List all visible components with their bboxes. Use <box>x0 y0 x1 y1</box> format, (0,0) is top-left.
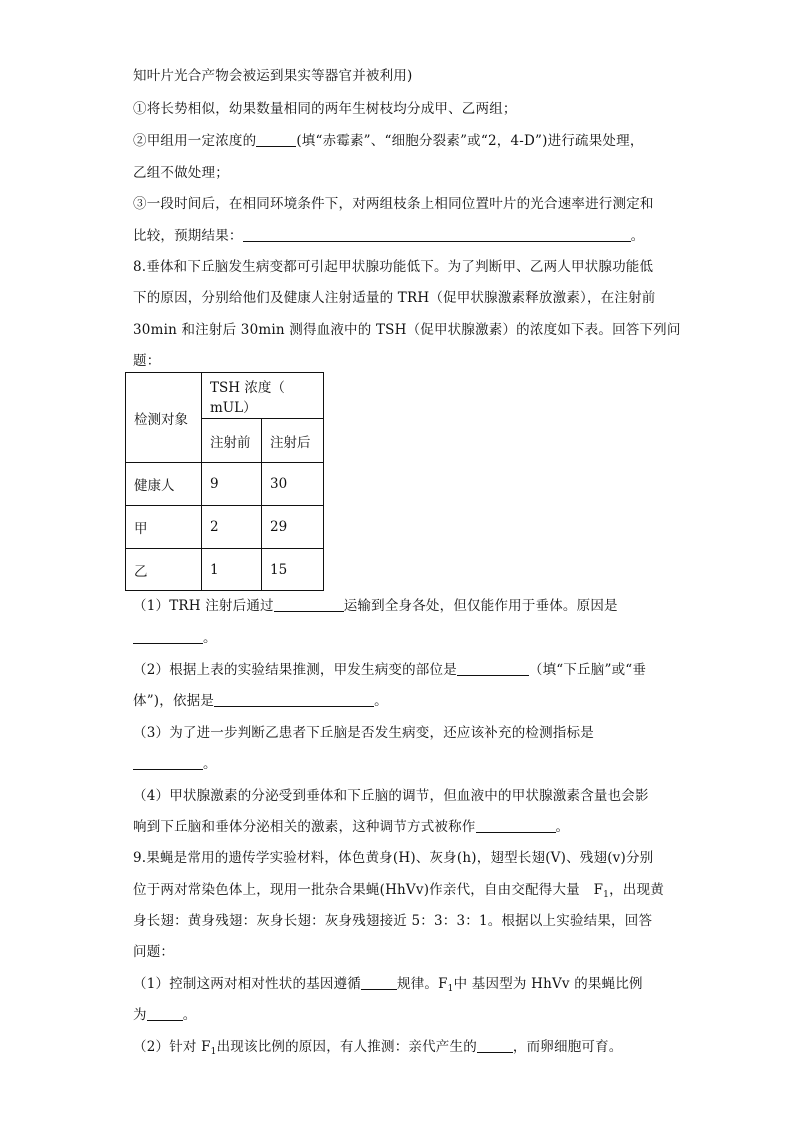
text-line <box>133 818 569 836</box>
row-subject: 甲 <box>126 506 202 549</box>
subscript: 1 <box>603 890 610 900</box>
text-fragment: （2）针对 F <box>133 1039 211 1055</box>
table-header-subject: 检测对象 <box>126 373 202 463</box>
text-line: ③一段时间后，在相同环境条件下，对两组枝条上相同位置叶片的光合速率进行测定和 <box>133 196 654 212</box>
table-header-before: 注射前 <box>202 419 262 463</box>
answer-blank[interactable] <box>214 692 374 707</box>
text-fragment: （1）控制这两对相对性状的基因遵循 <box>133 976 361 992</box>
text-line: ①将长势相似，幼果数量相同的两年生树枝均分成甲、乙两组； <box>133 101 517 117</box>
text-line <box>133 755 217 773</box>
text-fragment: 响到下丘脑和垂体分泌相关的激素，这种调节方式被称作 <box>133 819 476 835</box>
row-before: 9 <box>202 463 262 506</box>
text-fragment: 。 <box>203 756 217 772</box>
text-line: （4）甲状腺激素的分泌受到垂体和下丘脑的调节，但血液中的甲状腺激素含量也会影 <box>133 788 649 804</box>
row-after: 15 <box>262 549 324 591</box>
answer-blank[interactable] <box>133 629 203 644</box>
text-fragment: ，而卵细胞可育。 <box>512 1039 623 1055</box>
text-fragment: 位于两对常染色体上，现用一批杂合果蝇(HhVv)作亲代，自由交配得大量 F <box>133 882 604 898</box>
table-header-after: 注射后 <box>262 419 324 463</box>
row-subject: 乙 <box>126 549 202 591</box>
table-row <box>126 506 324 549</box>
text-fragment: （填“下丘脑”或“垂 <box>528 662 647 678</box>
text-line <box>133 661 646 679</box>
question-9-line: 9.果蝇是常用的遗传学实验材料，体色黄身(H)、灰身(h)，翅型长翅(V)、残翅(v)分别 <box>133 850 654 866</box>
text-fragment: ②甲组用一定浓度的 <box>133 133 257 149</box>
text-fragment: (填“赤霉素”、“细胞分裂素”或“2，4-D”)进行疏果处理， <box>296 133 644 149</box>
text-fragment: 。 <box>374 693 388 709</box>
text-line <box>133 1038 623 1061</box>
text-line <box>133 692 388 710</box>
text-fragment: ，出现黄 <box>609 882 664 898</box>
row-after: 30 <box>262 463 324 506</box>
answer-blank[interactable] <box>457 661 529 676</box>
text-fragment: 体”)，依据是 <box>133 693 215 709</box>
text-fragment: 为 <box>133 1007 147 1023</box>
row-before: 1 <box>202 549 262 591</box>
text-fragment: （2）根据上表的实验结果推测，甲发生病变的部位是 <box>133 662 457 678</box>
text-line: 乙组不做处理； <box>133 165 229 181</box>
text-fragment: 。 <box>555 819 570 835</box>
tsh-table <box>125 372 324 591</box>
text-line <box>133 881 664 904</box>
text-fragment: 规律。F <box>397 976 448 992</box>
answer-blank[interactable] <box>133 755 203 770</box>
answer-blank[interactable] <box>476 818 556 833</box>
table-row <box>126 549 324 591</box>
row-before: 2 <box>202 506 262 549</box>
subscript: 1 <box>447 984 454 994</box>
text-line: 知叶片光合产物会被运到果实等器官并被利用) <box>133 68 413 84</box>
answer-blank[interactable] <box>256 132 296 147</box>
text-line: 30min 和注射后 30min 测得血液中的 TSH（促甲状腺激素）的浓度如下表。回答下列问 <box>133 322 681 338</box>
text-line <box>133 227 644 245</box>
answer-blank[interactable] <box>361 975 397 990</box>
subscript: 1 <box>210 1047 217 1057</box>
table-row <box>126 463 324 506</box>
text-line <box>133 597 618 615</box>
row-subject: 健康人 <box>126 463 202 506</box>
text-line <box>133 975 643 998</box>
table-header-tsh: TSH 浓度（ mUL） <box>202 373 324 419</box>
text-line: 问题： <box>133 944 175 960</box>
text-fragment: 。 <box>630 228 645 244</box>
text-fragment: 运输到全身各处，但仅能作用于垂体。原因是 <box>343 598 618 614</box>
text-line: 身长翅：黄身残翅：灰身长翅：灰身残翅接近 5：3：3：1。根据以上实验结果，回答 <box>133 913 653 929</box>
text-fragment: 。 <box>203 630 217 646</box>
text-line <box>133 629 217 647</box>
text-fragment: 。 <box>182 1007 197 1023</box>
answer-blank[interactable] <box>274 597 344 612</box>
text-fragment: 出现该比例的原因，有人推测：亲代产生的 <box>216 1039 477 1055</box>
text-line <box>133 132 644 150</box>
text-line: 下的原因，分别给他们及健康人注射适量的 TRH（促甲状腺激素释放激素），在注射前 <box>133 290 656 306</box>
text-fragment: 中 基因型为 HhVv 的果蝇比例 <box>453 976 643 992</box>
text-fragment: 比较，预期结果： <box>133 228 243 244</box>
answer-blank[interactable] <box>147 1006 183 1021</box>
question-8-line: 8.垂体和下丘脑发生病变都可引起甲状腺功能低下。为了判断甲、乙两人甲状腺功能低 <box>133 259 654 275</box>
text-line: （3）为了进一步判断乙患者下丘脑是否发生病变，还应该补充的检测指标是 <box>133 725 594 741</box>
answer-blank[interactable] <box>243 227 631 242</box>
text-line <box>133 1006 196 1024</box>
row-after: 29 <box>262 506 324 549</box>
text-fragment: （1）TRH 注射后通过 <box>133 598 274 614</box>
text-line: 题： <box>133 353 161 369</box>
answer-blank[interactable] <box>477 1038 513 1053</box>
